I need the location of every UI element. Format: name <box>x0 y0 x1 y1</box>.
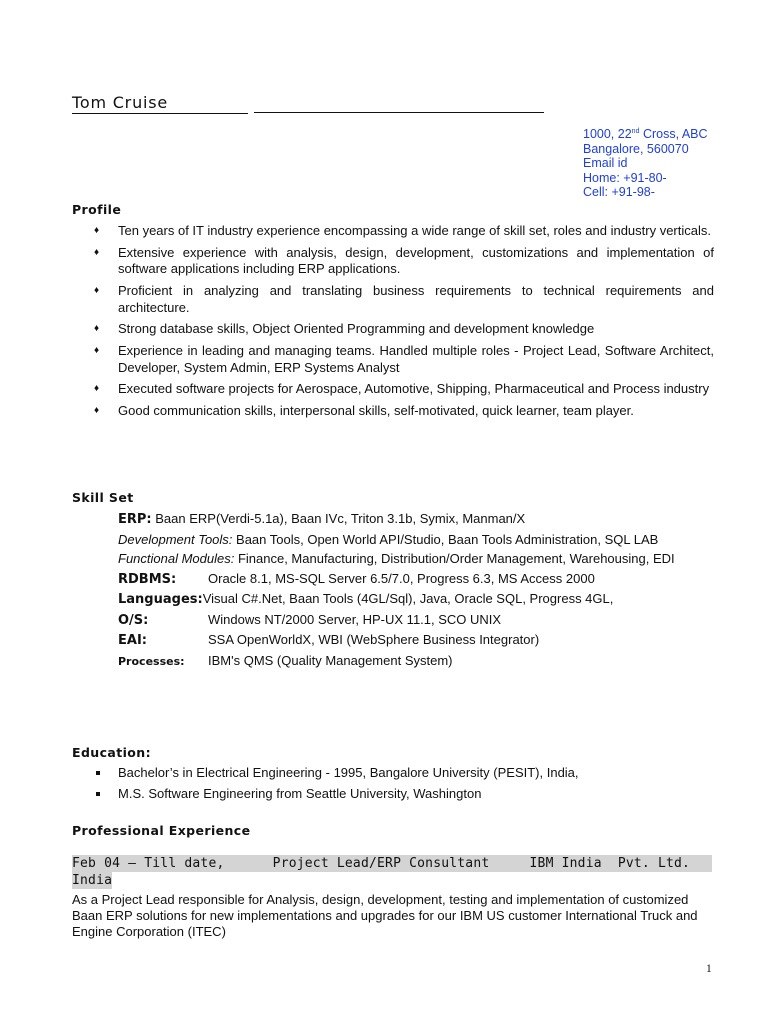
address-line-2: Bangalore, 560070 <box>583 141 689 156</box>
address-line-1: 1000, 22nd Cross, ABC <box>583 127 708 141</box>
diamond-bullet-icon: ♦ <box>94 383 100 395</box>
diamond-bullet-icon: ♦ <box>94 323 100 335</box>
skillset-heading: Skill Set <box>72 490 134 505</box>
list-item: ♦ Executed software projects for Aerospace, Automotive, Shipping, Pharmaceutical and Process industry <box>94 381 710 397</box>
contact-block <box>583 127 753 200</box>
experience-heading: Professional Experience <box>72 823 251 838</box>
profile-list <box>94 223 714 425</box>
diamond-bullet-icon: ♦ <box>94 246 100 258</box>
list-item: ♦ Extensive experience with analysis, design, development, customizations and implementation of software applications including ERP applications. <box>94 244 714 277</box>
eai-row: EAI: SSA OpenWorldX, WBI (WebSphere Business Integrator) <box>118 632 540 648</box>
list-item: M.S. Software Engineering from Seattle University, Washington <box>94 786 714 803</box>
diamond-bullet-icon: ♦ <box>94 345 100 357</box>
job-description: As a Project Lead responsible for Analysis, design, development, testing and implementation of customized Baan ERP solutions for new implementations and upgrades for our IBM US customer International Truck and Engine Corporation (ITEC) <box>72 892 698 940</box>
diamond-bullet-icon: ♦ <box>94 285 100 297</box>
education-heading: Education: <box>72 745 151 760</box>
education-list <box>94 765 714 807</box>
languages-row: Languages:Visual C#.Net, Baan Tools (4GL/Sql), Java, Oracle SQL, Progress 4GL, <box>118 591 614 607</box>
profile-heading: Profile <box>72 202 122 217</box>
diamond-bullet-icon: ♦ <box>94 405 100 417</box>
job-title-line <box>72 855 712 889</box>
rdbms-row: RDBMS: Oracle 8.1, MS-SQL Server 6.5/7.0, Progress 6.3, MS Access 2000 <box>118 570 595 587</box>
list-item: ♦ Experience in leading and managing teams. Handled multiple roles - Project Lead, Software Architect, Developer, System Admin, ERP Systems Analyst <box>94 343 714 375</box>
list-item: ♦ Proficient in analyzing and translating business requirements to technical requirements and architecture. <box>94 283 714 315</box>
skillset-block <box>118 511 718 673</box>
os-row: O/S: Windows NT/2000 Server, HP-UX 11.1, SCO UNIX <box>118 611 502 628</box>
modules-row: Functional Modules: Finance, Manufacturing, Distribution/Order Management, Warehousing, EDI <box>118 551 675 566</box>
erp-row: ERP: Baan ERP(Verdi-5.1a), Baan IVc, Triton 3.1b, Symix, Manman/X <box>118 511 526 527</box>
job-line-2: India <box>72 873 113 888</box>
candidate-name: Tom Cruise <box>72 94 248 114</box>
list-item: ♦ Strong database skills, Object Oriented Programming and development knowledge <box>94 321 595 337</box>
devtools-row: Development Tools: Baan Tools, Open World API/Studio, Baan Tools Administration, SQL LAB <box>118 531 659 547</box>
list-item: ♦ Ten years of IT industry experience encompassing a wide range of skill set, roles and industry verticals. <box>94 223 711 238</box>
home-phone-line: Home: +91-80- <box>583 170 667 185</box>
processes-row: Processes: IBM's QMS (Quality Management System) <box>118 652 453 668</box>
square-bullet-icon <box>96 771 100 775</box>
diamond-bullet-icon: ♦ <box>94 225 100 236</box>
name-underline <box>254 112 544 113</box>
job-line-1: Feb 04 – Till date, Project Lead/ERP Consultant IBM India Pvt. Ltd. <box>72 855 712 872</box>
list-item: Bachelor’s in Electrical Engineering - 1995, Bangalore University (PESIT), India, <box>94 765 714 782</box>
square-bullet-icon <box>96 792 100 796</box>
page-number: 1 <box>706 963 712 975</box>
cell-phone-line: Cell: +91-98- <box>583 185 655 200</box>
email-line: Email id <box>583 156 628 171</box>
list-item: ♦ Good communication skills, interpersonal skills, self-motivated, quick learner, team player. <box>94 403 634 419</box>
